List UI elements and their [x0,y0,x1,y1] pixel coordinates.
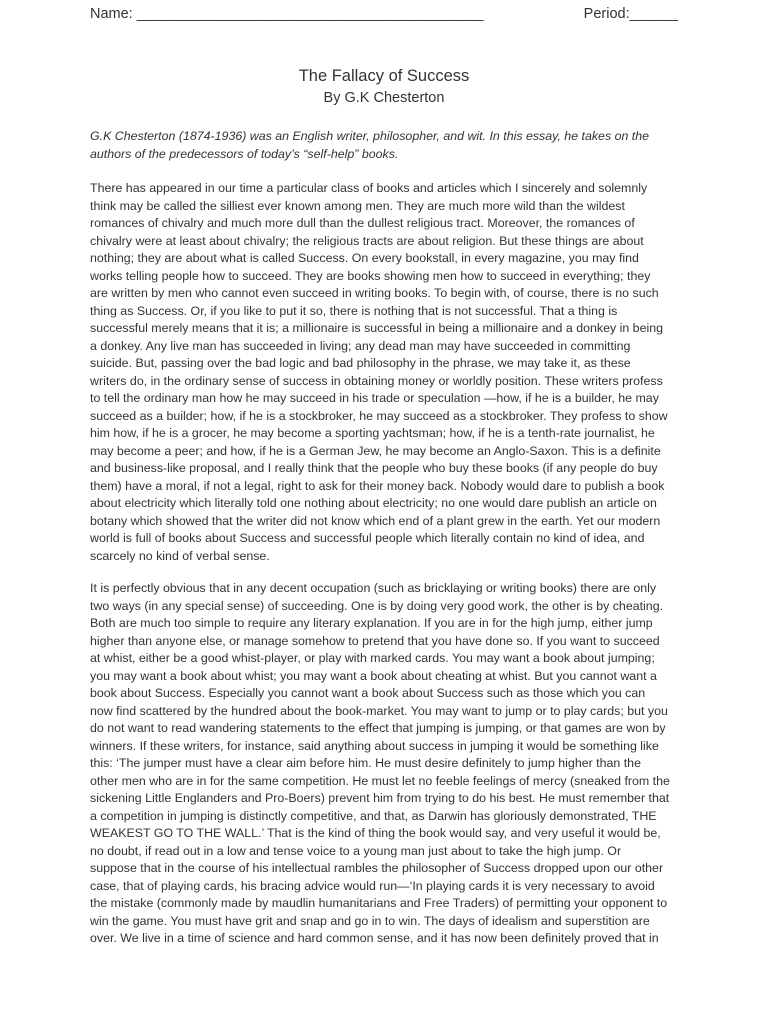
paragraph-line: now find scattered by the hundred about the book-market. You may want to jump or to play cards; but you [90,703,668,718]
paragraph-line: other men who are in for the same competition. He must let no feeble feelings of mercy (sneaked from the [90,773,670,788]
paragraph-line: and business-like proposal, and I really think that the people who buy these books (if any people do buy [90,461,658,475]
paragraph-line: at whist, either be a good whist-player, or play with marked cards. You may want a book about jumping; [90,651,655,665]
paragraph-line: world is full of books about Success and successful people which literally contain no kind of idea, and [90,531,645,545]
paragraph-line: are written by men who cannot even succeed in writing books. To begin with, of course, there is no such [90,286,659,300]
name-field-label: Name: ___________________________________________ [90,6,484,22]
paragraph-line: works telling people how to succeed. They are books showing men how to succeed in everything; they [90,268,651,283]
paragraph-line: chivalry were at least about chivalry; the religious tracts are about religion. But these things are about [90,233,644,248]
intro-paragraph [90,128,690,163]
paragraph-line: a competition in jumping is distinctly competitive, and that, as Darwin has gloriously demonstrated, THE [90,808,657,823]
paragraph-line: them) have a moral, if not a legal, right to ask for their money back. Nobody would dare to publish a book [90,478,665,493]
paragraph-line: thing as Success. Or, if you like to put it so, there is nothing that is not successful. That a thing is [90,303,618,318]
paragraph-line: win the game. You must have grit and snap and go in to win. The days of idealism and superstition are [90,913,650,928]
paragraph-line: the mistake (commonly made by maudlin humanitarians and Free Traders) of permitting your opponent to [90,896,668,910]
paragraph-line: winners. If these writers, for instance, said anything about success in jumping it would be something like [90,738,659,753]
paragraph-line: botany which showed that the writer did not know which end of a plant grew in the earth. Yet our modern [90,513,661,528]
title-block [0,66,768,108]
paragraph-line: him how, if he is a grocer, he may become a sporting yachtsman; how, if he is a tenth-rate journalist, he [90,426,655,440]
paragraph-line: successful merely means that it is; a millionaire is successful in being a millionaire and a donkey in being [90,321,664,335]
paragraph-line: may become a peer; and how, if he is a German Jew, he may become an Anglo-Saxon. This is a definite [90,443,661,458]
paragraph-line: no doubt, if read out in a low and tense voice to a young man just about to take the high jump. Or [90,843,622,858]
paragraph-line: think may be called the silliest ever known among men. They are much more wild than the wildest [90,198,625,213]
paragraph-line: over. We live in a time of science and hard common sense, and it has now been definitely proved that in [90,931,659,945]
paragraph-line: Both are much too simple to require any literary explanation. If you are in for the high jump, either jump [90,616,653,630]
document-byline: By G.K Chesterton [323,90,445,106]
paragraph-line: to tell the ordinary man how he may succeed in his trade or speculation —how, if he is a builder, he may [90,391,659,405]
paragraph-line: It is perfectly obvious that in any decent occupation (such as bricklaying or writing books) there are only [90,581,657,595]
paragraph-line: scarcely no kind of verbal sense. [90,548,270,563]
paragraph-line: about electricity which literally told one nothing about electricity; no one would dare publish an article on [90,496,657,510]
paragraph-line: a donkey. Any live man has succeeded in living; any dead man may have succeeded in committing [90,338,631,353]
paragraph-line: succeed as a builder; how, if he is a stockbroker, he may succeed as a stockbroker. They profess to show [90,408,668,423]
paragraph-line: two ways (in any special sense) of succeeding. One is by doing very good work, the other is by cheating. [90,598,664,613]
paragraph-line: writers do, in the ordinary sense of success in obtaining money or worldly position. These writers profess [90,373,663,388]
paragraph-line: higher than anyone else, or manage somehow to pretend that you have done so. If you want to succeed [90,633,660,648]
body-paragraph-1 [90,180,690,565]
paragraph-line: suicide. But, passing over the bad logic and bad philosophy in the phrase, we may take it, as these [90,356,631,370]
paragraph-line: this: ‘The jumper must have a clear aim before him. He must desire definitely to jump higher than the [90,756,641,770]
period-field-label: Period:______ [583,6,678,22]
body-paragraph-2 [90,580,690,948]
intro-line: authors of the predecessors of today’s “self-help” books. [90,146,399,161]
document-title: The Fallacy of Success [298,67,470,85]
paragraph-line: book about Success. Especially you cannot want a book about Success such as those which you can [90,686,646,700]
paragraph-line: romances of chivalry and much more dull than the dullest religious tract. Moreover, the romances of [90,216,635,230]
paragraph-line: nothing; they are about what is called Success. On every bookstall, in every magazine, you may find [90,251,639,265]
worksheet-header [90,6,678,22]
paragraph-line: suppose that in the course of his intellectual rambles the philosopher of Success dropped upon our other [90,861,664,875]
intro-line: G.K Chesterton (1874-1936) was an English writer, philosopher, and wit. In this essay, he takes on the [90,129,650,143]
paragraph-line: you may want a book about whist; you may want a book about cheating at whist. But you cannot want a [90,668,657,683]
paragraph-line: WEAKEST GO TO THE WALL.’ That is the kind of thing the book would say, and very useful it would be, [90,826,661,840]
paragraph-line: do not want to read wandering statements to the effect that jumping is jumping, or that games are won by [90,721,666,735]
paragraph-line: sickening Little Englanders and Pro-Boers) prevent him from trying to do his best. He must remember that [90,791,670,805]
paragraph-line: There has appeared in our time a particular class of books and articles which I sincerely and solemnly [90,181,648,195]
paragraph-line: case, that of playing cards, his bracing advice would run—‘In playing cards it is very necessary to avoid [90,878,655,893]
